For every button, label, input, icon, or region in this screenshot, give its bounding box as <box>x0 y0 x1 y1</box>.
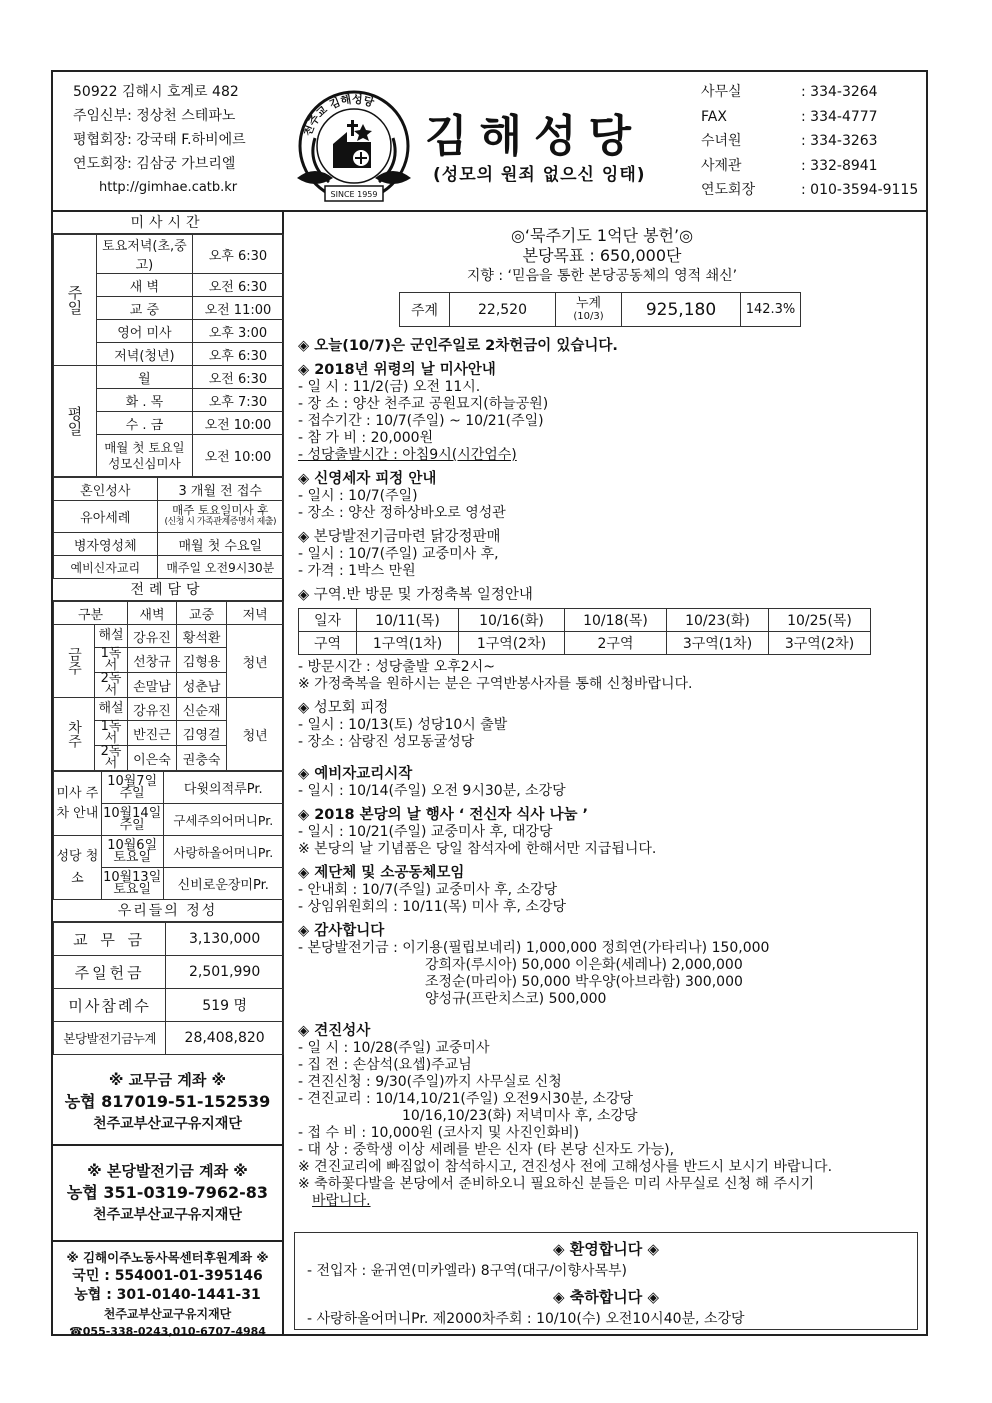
welcome-box <box>294 1232 918 1330</box>
offering-table <box>53 922 284 1055</box>
table-row: 매월 첫 토요일 성모신심미사 오전 10:00 <box>54 435 284 477</box>
contact-row <box>701 105 918 130</box>
contact-row <box>701 80 918 105</box>
table-row: 미사 주차 안내 10월7일 주일 다윗의적루Pr. <box>54 772 284 804</box>
table-row: 교 중 오전 11:00 <box>54 297 284 320</box>
rosary-title: ◎‘묵주기도 1억단 봉헌’◎ <box>510 226 694 245</box>
contact-row <box>701 154 918 179</box>
offering-title: 우리들의 정성 <box>53 900 282 922</box>
table-row: 1독서 선창규 김형용 <box>54 648 284 673</box>
table-row: 저녁(청년) 오후 6:30 <box>54 343 284 366</box>
table-row: 주계 22,520 누계 (10/3) 925,180 142.3% <box>400 293 801 327</box>
duty-table <box>53 771 284 900</box>
council-president: 평협회장: 강국태 F.하비에르 <box>73 132 246 148</box>
youth-president: 연도회장: 김삼궁 가브리엘 <box>73 156 236 172</box>
labor-center-account: ※ 김해이주노동사목센터후원계좌 ※ 국민 : 554001-01-395146 농협 : 301-0140-1441-31 천주교부산교구유지재단 ☎055-338-0243,010-6707-4984 <box>66 1250 269 1338</box>
contact-label: 사제관 <box>701 157 742 174</box>
contact-value: : 334-3263 <box>801 133 878 149</box>
website-link[interactable]: http://gimhae.catb.kr <box>99 180 238 195</box>
contact-value: : 334-3264 <box>801 84 878 100</box>
sacrament-table <box>53 477 284 579</box>
table-row: 일자 10/11(목) 10/16(화) 10/18(목) 10/23(화) 10/25(목) <box>299 609 871 632</box>
contact-row <box>701 129 918 154</box>
sunday-label: 주일 <box>54 235 97 366</box>
liturgy-title: 전례담당 <box>53 579 282 601</box>
weekday-label: 평일 <box>54 366 97 477</box>
notice-parish-day-title: ◈ 2018 본당의 날 행사 ‘ 전신자 식사 나눔 ’ <box>298 807 589 823</box>
notice-chicken-sale-title: ◈ 본당발전기금마련 닭강정판매 <box>298 529 501 545</box>
congrats-line: - 사랑하올어머니Pr. 제2000차주회 : 10/10(수) 오전10시40분, 소강당 <box>307 1311 745 1327</box>
table-row: 화 . 목 오후 7:30 <box>54 389 284 412</box>
contact-label: 수녀원 <box>701 133 742 149</box>
pastor: 주임신부: 정상천 스테파노 <box>73 108 236 124</box>
table-row: 영어 미사 오후 3:00 <box>54 320 284 343</box>
congrats-title: ◈ 축하합니다 ◈ <box>553 1288 659 1306</box>
rosary-intent: 지향 : ‘믿음을 통한 본당공동체의 영적 쇄신’ <box>466 268 738 284</box>
table-row: 2독서 손말남 성춘남 <box>54 673 284 698</box>
parish-info <box>73 80 246 200</box>
table-row: 본당발전기금누계 28,408,820 <box>54 1022 284 1055</box>
notice-catechism-title: ◈ 예비자교리시작 <box>298 766 413 782</box>
parish-logo <box>293 86 415 204</box>
development-account: ※ 본당발전기금 계좌 ※ 농협 351-0319-7962-83 천주교부산교구유지재단 <box>53 1146 282 1242</box>
table-row: 교 무 금 3,130,000 <box>54 923 284 956</box>
contact-value: : 334-4777 <box>801 108 878 125</box>
table-row: 수 . 금 오전 10:00 <box>54 412 284 435</box>
contact-label: 사무실 <box>701 84 742 100</box>
parish-subtitle: (성모의 원죄 없으신 잉태) <box>433 165 646 185</box>
welcome-line: - 전입자 : 윤귀연(미카엘라) 8구역(대구/이향사목부) <box>307 1263 627 1279</box>
notice-content: ◎‘묵주기도 1억단 봉헌’◎ 본당목표 : 650,000단 지향 : ‘믿음을 통한 본당공동체의 영적 쇄신’ 주계 22,520 누계 (10/3) 925,180 142.3% ◈ 오늘(10/7)은 군인주일로 2차헌금이 있습니다. ◈ 2018년 위령의 날 미사안내 - 일 시 : 11/2(금) 오전 11시. - 장 소 : 양산 천주교 공원묘지(하늘공원) - 접수기간 : 10/7(주일) ~ 10/21(주일) - 참 가 비 : 20,000원 - 성당출발시간 : 아침9시(시간엄수) ◈ 신영세자 피정 안내 - 일시 : 10/7(주일) - 장소 : 양산 정하상바오로 영성관 ◈ 본당발전기금마련 닭강정판매 - 일시 : 10/7(주일) 교중미사 후, - 가격 : 1박스 만원 ◈ 구역.반 방문 및 가정축복 일정안내 일자 10/11(목) 10/16(화) 10/18(목) 10/23(화) 10/25(목) 구역 1구역(1차) 1구역(2차) 2구역 3구역(1차) 3구역(2차) - 방문시간 : 성당출발 오후2시~ ※ 가정축복을 원하시는 분은 구역반봉사자를 통해 신청바랍니다. ◈ 성모회 피정 - 일시 : 10/13(토) 성당10시 출발 - 장소 : 삼랑진 성모동굴성당 ◈ 예비자교리시작 - 일시 : 10/14(주일) 오전 9시30분, 소강당 ◈ 2018 본당의 날 행사 ‘ 전신자 식사 나눔 ’ - 일시 : 10/21(주일) 교중미사 후, 대강당 ※ 본당의 날 기념품은 당일 참석자에 한해서만 지급됩니다. ◈ 제단체 및 소공동체모임 - 안내회 : 10/7(주일) 교중미사 후, 소강당 - 상임위원회의 : 10/11(목) 미사 후, 소강당 ◈ 감사합니다 - 본당발전기금 : 이기용(필립보네리) 1,000,000 정희연(가타리나) 150,000 강희자(루시아) 50,000 이은화(세레나) 2,000,000 조정순(마리아) 50,000 박우양(아브라함) 300,000 양성규(프란치스코) 500,000 ◈ 견진성사 - 일 시 : 10/28(주일) 교중미사 - 집 전 : 손삼석(요셉)주교님 - 견진신청 : 9/30(주일)까지 사무실로 신청 - 견진교리 : 10/14,10/21(주일) 오전9시30분, 소강당 10/16,10/23(화) 저녁미사 후, 소강당 - 접 수 비 : 10,000원 (코사지 및 사진인화비) - 대 상 : 중학생 이상 세례를 받은 신자 (타 본당 신자도 가능), ※ 견진교리에 빠짐없이 참석하시고, 견진성사 전에 고해성사를 반드시 보시기 바랍니다. ※ 축하꽃다발을 본당에서 준비하오니 필요하신 분들은 미리 사무실로 신청 해 주시기 바랍니다. <box>298 226 918 1210</box>
table-row: 구역 1구역(1차) 1구역(2차) 2구역 3구역(1차) 3구역(2차) <box>299 632 871 655</box>
contact-label: FAX <box>701 108 727 125</box>
table-row: 미사참례수 519 명 <box>54 989 284 1022</box>
logo-text: 천주교 김해성당 <box>300 92 376 138</box>
notice-thanks-title: ◈ 감사합니다 <box>298 923 385 939</box>
contact-label: 연도회장 <box>701 182 756 198</box>
table-row: 예비신자교리 매주일 오전9시30분 <box>54 556 284 579</box>
welcome-title: ◈ 환영합니다 ◈ <box>553 1240 659 1258</box>
mass-schedule-title: 미사시간 <box>53 212 282 234</box>
table-row: 주일헌금 2,501,990 <box>54 956 284 989</box>
left-column <box>53 212 284 1336</box>
notice-retreat-title: ◈ 신영세자 피정 안내 <box>298 471 437 487</box>
notice-all-souls-title: ◈ 2018년 위령의 날 미사안내 <box>298 362 496 378</box>
table-row: 평일 월 오전 6:30 <box>54 366 284 389</box>
rosary-goal: 본당목표 : 650,000단 <box>522 246 682 265</box>
right-column <box>286 212 926 1336</box>
table-row: 1독서 반진근 김영걸 <box>54 721 284 746</box>
table-row: 혼인성사 3 개월 전 접수 <box>54 478 284 501</box>
contact-value: : 332-8941 <box>801 157 878 174</box>
liturgy-table <box>53 601 284 771</box>
tithe-account-number[interactable]: 농협 817019-51-152539 <box>64 1092 271 1111</box>
table-row: 병자영성체 매월 첫 수요일 <box>54 533 284 556</box>
table-row: 차주 해설 강유진 신순재 청년 <box>54 698 284 721</box>
logo-since: SINCE 1959 <box>330 190 378 199</box>
parish-title: 김해성당 <box>425 111 644 162</box>
contact-row <box>701 178 918 203</box>
visit-schedule-table <box>298 608 871 655</box>
mass-schedule-table <box>53 234 284 477</box>
table-row: 주일 토요저녁(초,중고) 오후 6:30 <box>54 235 284 274</box>
notice-meeting-title: ◈ 제단체 및 소공동체모임 <box>298 865 465 881</box>
table-row: 10월13일 토요일 신비로운장미Pr. <box>54 868 284 900</box>
notice-visit-title: ◈ 구역.반 방문 및 가정축복 일정안내 <box>298 587 533 603</box>
notice-confirmation-title: ◈ 견진성사 <box>298 1023 371 1039</box>
address: 50922 김해시 호계로 482 <box>73 84 239 100</box>
development-account-number[interactable]: 농협 351-0319-7962-83 <box>66 1183 269 1202</box>
contact-value: : 010-3594-9115 <box>801 182 919 198</box>
bulletin-frame <box>51 70 928 1336</box>
contact-list <box>701 80 918 203</box>
notice-mothers-retreat-title: ◈ 성모회 피정 <box>298 700 389 716</box>
table-row: 금주 해설 강유진 황석환 청년 <box>54 625 284 648</box>
table-row: 성당 청소 10월6일 토요일 사랑하올어머니Pr. <box>54 836 284 868</box>
tithe-account: ※ 교무금 계좌 ※ 농협 817019-51-152539 천주교부산교구유지재단 <box>53 1055 282 1146</box>
notice-military-sunday: ◈ 오늘(10/7)은 군인주일로 2차헌금이 있습니다. <box>298 338 618 354</box>
table-row: 유아세례 매주 토요일미사 후 (신청 시 가족관계증명서 제출) <box>54 501 284 533</box>
table-row: 10월14일 주일 구세주의어머니Pr. <box>54 804 284 836</box>
table-row: 구분 새벽 교중 저녁 <box>54 602 284 625</box>
table-row: 2독서 이은숙 권충숙 <box>54 746 284 771</box>
table-row: 새 벽 오전 6:30 <box>54 274 284 297</box>
rosary-count-table <box>399 292 801 327</box>
header <box>53 72 926 212</box>
